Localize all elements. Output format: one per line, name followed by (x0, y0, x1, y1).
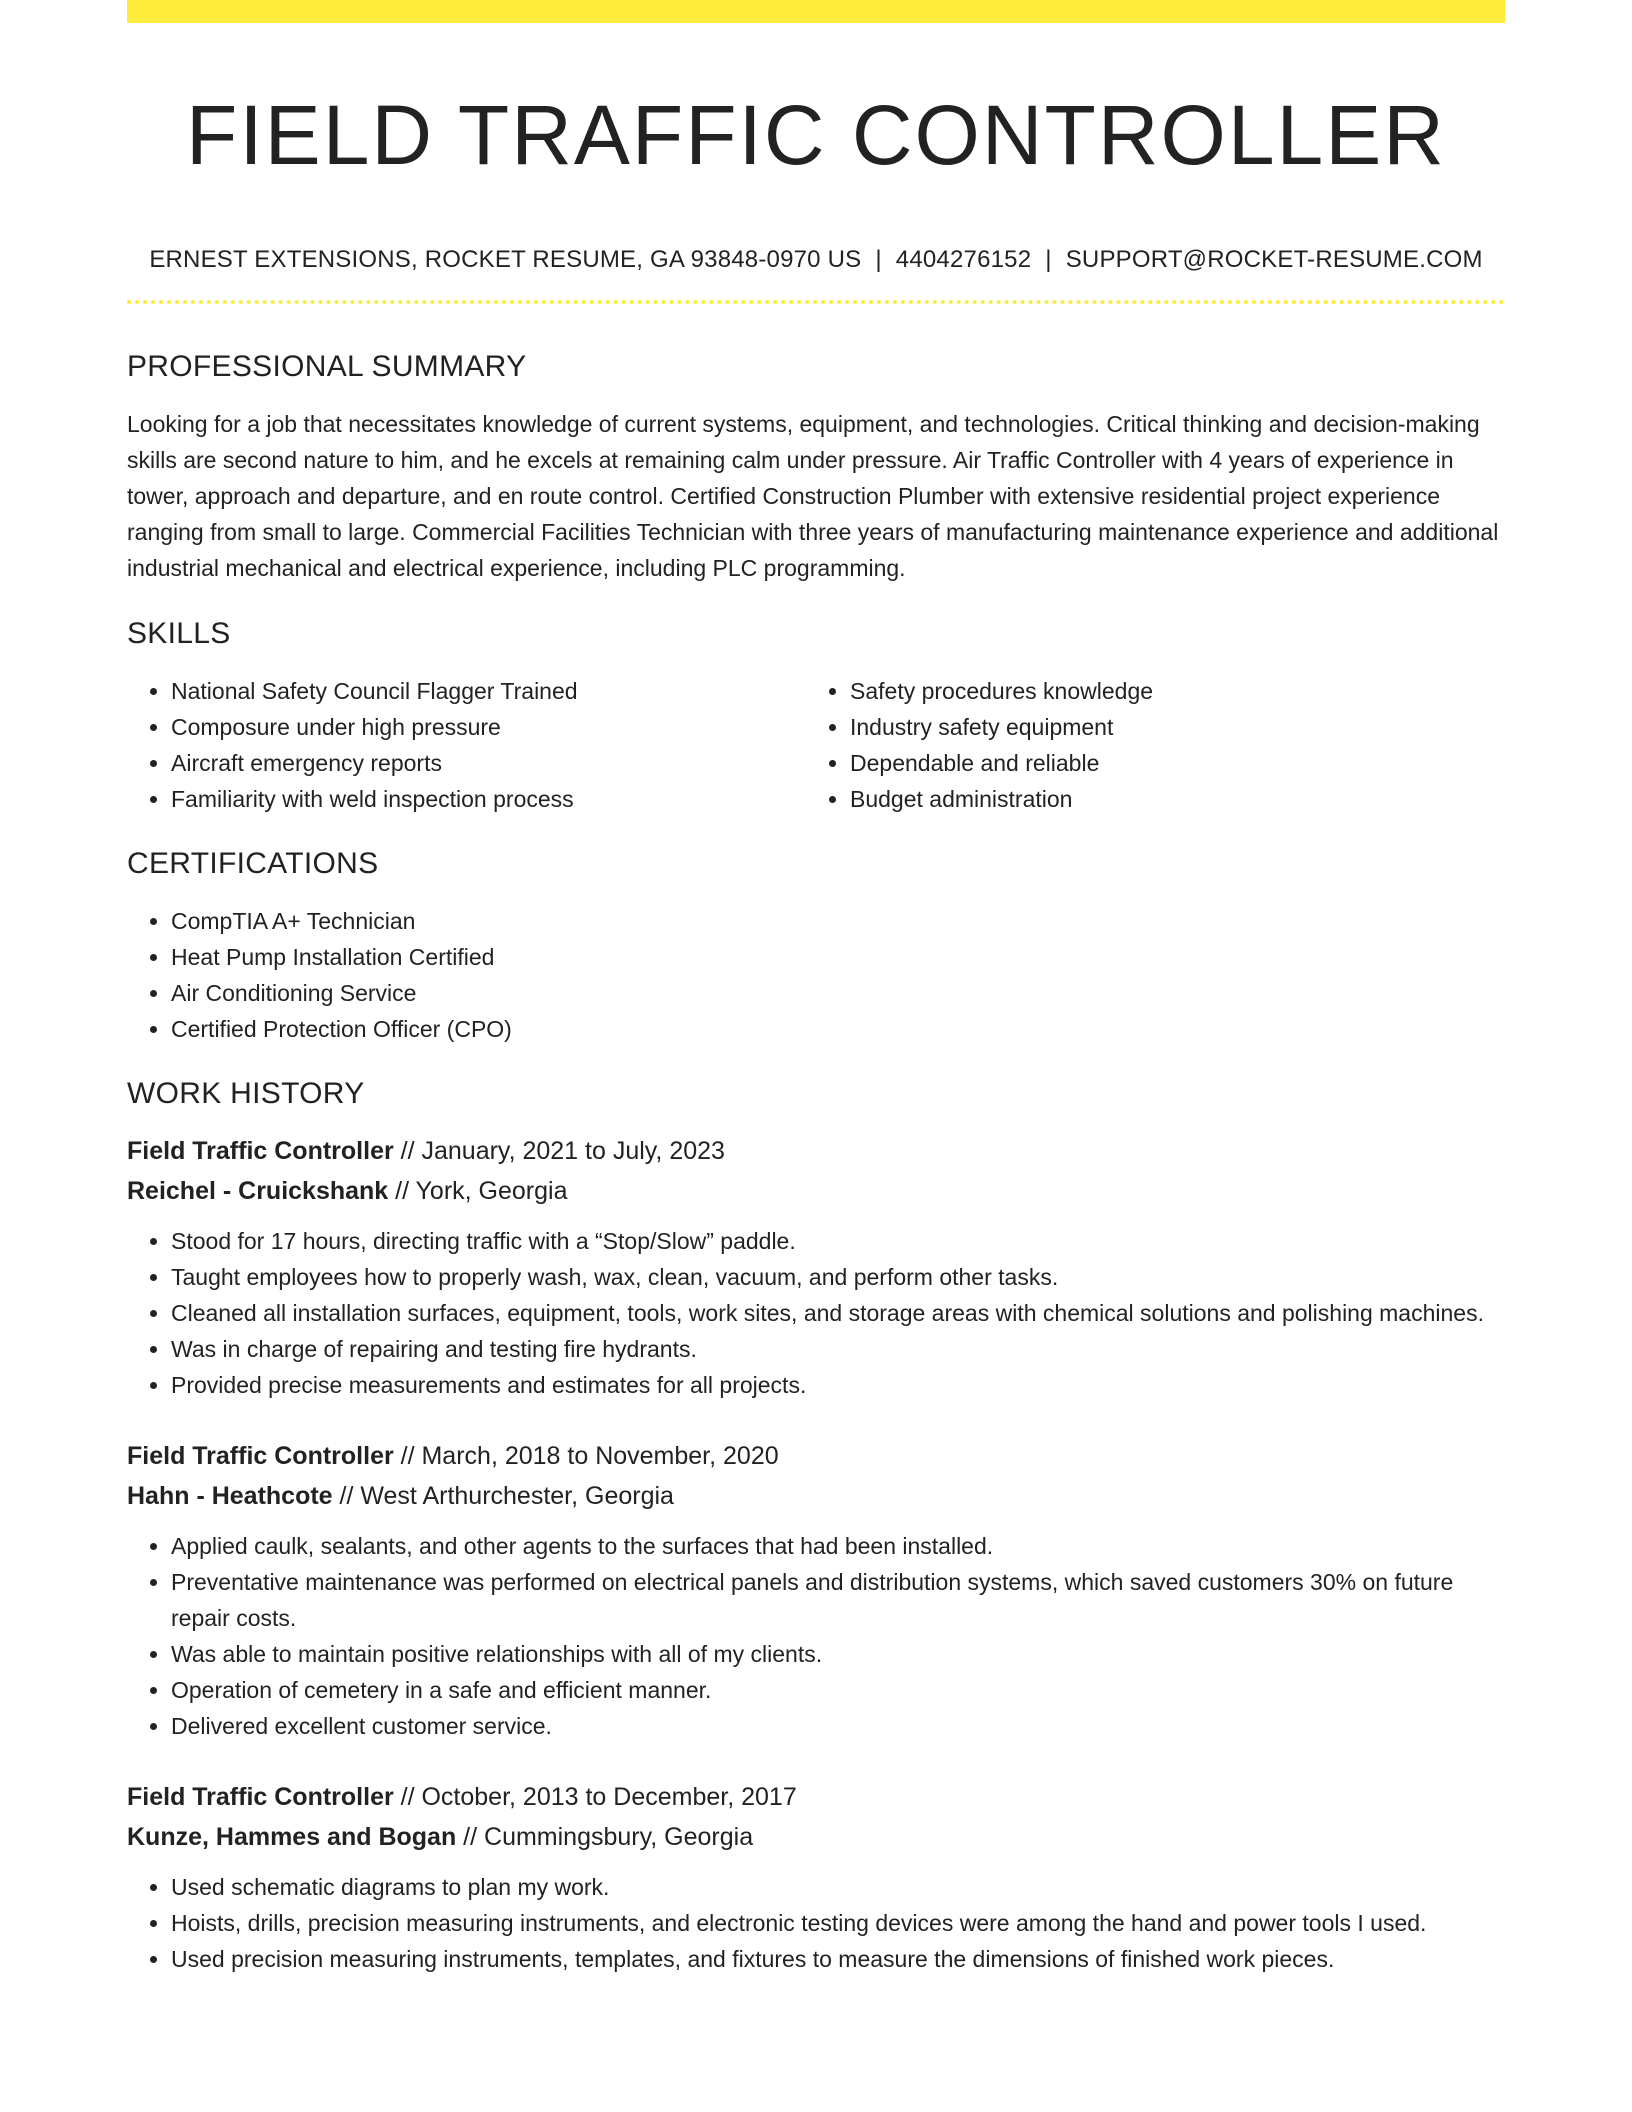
summary-heading: PROFESSIONAL SUMMARY (127, 350, 527, 383)
skills-heading: SKILLS (127, 617, 231, 650)
job-bullet: • Operation of cemetery in a safe and efficient manner. (171, 1672, 1505, 1708)
skills-left-column (127, 673, 806, 817)
summary-section (127, 347, 1505, 586)
job-title: Field Traffic Controller (127, 1442, 394, 1470)
job-bullet: • Used precision measuring instruments, templates, and fixtures to measure the dimensions of finished work pieces. (171, 1941, 1505, 1977)
skill-item: • Composure under high pressure (171, 709, 806, 745)
job-bullet: • Hoists, drills, precision measuring instruments, and electronic testing devices were among the hand and power tools I used. (171, 1905, 1505, 1941)
accent-bar (127, 0, 1505, 23)
skill-item: • Safety procedures knowledge (850, 673, 1485, 709)
job-company: Kunze, Hammes and Bogan (127, 1823, 457, 1851)
job-dates: // March, 2018 to November, 2020 (393, 1442, 779, 1470)
job-bullet: • Taught employees how to properly wash, wax, clean, vacuum, and perform other tasks. (171, 1259, 1505, 1295)
job-bullet: • Used schematic diagrams to plan my work. (171, 1869, 1505, 1905)
contact-address: ERNEST EXTENSIONS, ROCKET RESUME, GA 93848-0970 US (149, 246, 862, 273)
skill-item: • Familiarity with weld inspection process (171, 781, 806, 817)
skill-item: • Budget administration (850, 781, 1485, 817)
work-history-heading: WORK HISTORY (127, 1077, 365, 1110)
contact-email: SUPPORT@ROCKET-RESUME.COM (1065, 246, 1483, 273)
job-bullet: • Provided precise measurements and estimates for all projects. (171, 1367, 1505, 1403)
job-dates: // October, 2013 to December, 2017 (393, 1783, 797, 1811)
certification-item: • Heat Pump Installation Certified (171, 939, 1505, 975)
job-bullet: • Applied caulk, sealants, and other agents to the surfaces that had been installed. (171, 1528, 1505, 1564)
job-entry (127, 1436, 1505, 1744)
job-bullet: • Was in charge of repairing and testing fire hydrants. (171, 1331, 1505, 1367)
skill-item: • National Safety Council Flagger Trained (171, 673, 806, 709)
certifications-heading: CERTIFICATIONS (127, 847, 379, 880)
job-title-line (127, 1777, 1505, 1817)
job-bullets (127, 1223, 1505, 1403)
certification-item: • Certified Protection Officer (CPO) (171, 1011, 1505, 1047)
job-bullets (127, 1528, 1505, 1744)
job-bullet: • Stood for 17 hours, directing traffic with a “Stop/Slow” paddle. (171, 1223, 1505, 1259)
resume-page (127, 0, 1505, 1977)
certification-item: • CompTIA A+ Technician (171, 903, 1505, 939)
job-bullet: • Delivered excellent customer service. (171, 1708, 1505, 1744)
job-location: // West Arthurchester, Georgia (332, 1482, 674, 1510)
skill-item: • Aircraft emergency reports (171, 745, 806, 781)
dotted-divider (127, 300, 1505, 304)
certifications-section (127, 844, 1505, 1047)
job-company-line (127, 1817, 1505, 1857)
skill-item: • Dependable and reliable (850, 745, 1485, 781)
job-entry (127, 1131, 1505, 1403)
job-bullet: • Preventative maintenance was performed on electrical panels and distribution systems, which saved customers 30% on future repair costs. (171, 1564, 1505, 1636)
contact-separator: | (875, 246, 882, 273)
summary-text: Looking for a job that necessitates knowledge of current systems, equipment, and technologies. Critical thinking and decision-making skills are second nature to him, and he excels at remaining calm under pressure. Air Traffic Controller with 4 years of experience in tower, approach and departure, and en route control. Certified Construction Plumber with extensive residential project experience ranging from small to large. Commercial Facilities Technician with three years of manufacturing maintenance experience and additional industrial mechanical and electrical experience, including PLC programming. (127, 411, 1499, 581)
work-history-section (127, 1074, 1505, 1977)
job-location: // York, Georgia (388, 1177, 568, 1205)
job-title: Field Traffic Controller (127, 1783, 394, 1811)
job-dates: // January, 2021 to July, 2023 (393, 1137, 725, 1165)
job-bullet: • Cleaned all installation surfaces, equipment, tools, work sites, and storage areas with chemical solutions and polishing machines. (171, 1295, 1505, 1331)
skills-right-column (806, 673, 1485, 817)
skill-item: • Industry safety equipment (850, 709, 1485, 745)
job-location: // Cummingsbury, Georgia (456, 1823, 754, 1851)
job-title: Field Traffic Controller (127, 1137, 394, 1165)
job-company: Hahn - Heathcote (127, 1482, 333, 1510)
job-company: Reichel - Cruickshank (127, 1177, 389, 1205)
skills-section (127, 614, 1505, 817)
job-entry (127, 1777, 1505, 1977)
certification-item: • Air Conditioning Service (171, 975, 1505, 1011)
contact-line (127, 245, 1505, 275)
job-company-line (127, 1171, 1505, 1211)
job-title-line (127, 1131, 1505, 1171)
certifications-list (127, 903, 1505, 1047)
job-title-line (127, 1436, 1505, 1476)
contact-separator: | (1045, 246, 1052, 273)
job-bullet: • Was able to maintain positive relationships with all of my clients. (171, 1636, 1505, 1672)
skills-grid (127, 673, 1505, 817)
contact-phone: 4404276152 (895, 246, 1032, 273)
page-title: FIELD TRAFFIC CONTROLLER (186, 88, 1446, 182)
job-company-line (127, 1476, 1505, 1516)
job-bullets (127, 1869, 1505, 1977)
